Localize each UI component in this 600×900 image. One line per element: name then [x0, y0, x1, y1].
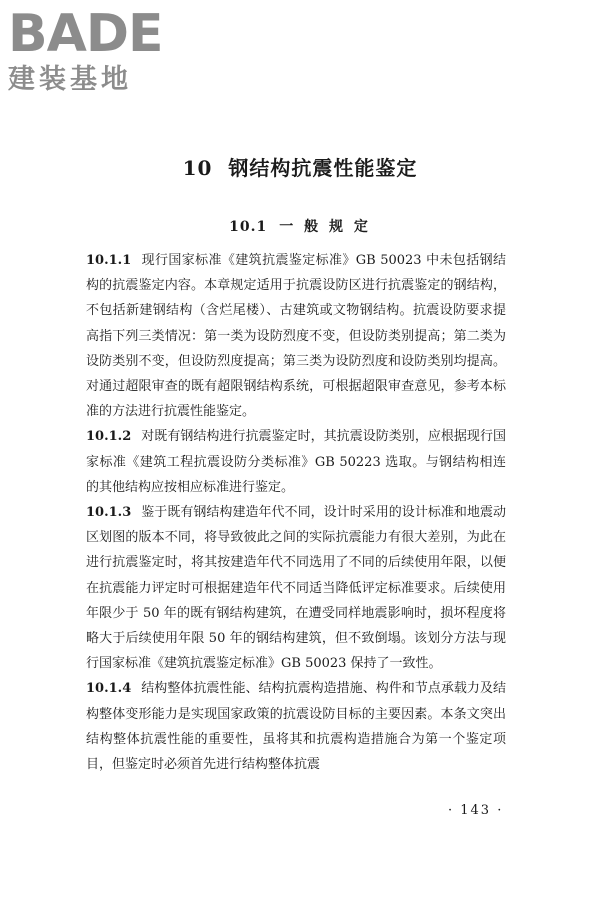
page-number: · 143 ·	[448, 803, 504, 818]
clause-text: 结构整体抗震性能、结构抗震构造措施、构件和节点承载力及结构整体变形能力是实现国家政策的抗震设防目标的主要因素。本条文突出结构整体抗震性能的重要性，虽将其和抗震构造措施合为第一个鉴定项目，但鉴定时必须首先进行结构整体抗震	[86, 681, 506, 773]
logo	[8, 6, 188, 96]
clause-text: 鉴于既有钢结构建造年代不同，设计时采用的设计标准和地震动区划图的版本不同，将导致彼此之间的实际抗震能力有很大差别，为此在进行抗震鉴定时，将其按建造年代不同选用了不同的后续使用年限，以便在抗震能力评定时可根据建造年代不同适当降低评定标准要求。后续使用年限少于 50 年的既有钢结构建筑，在遭受同样地震影响时，损坏程度将略大于后续使用年限 50 年的钢结构建筑，但不致倒塌。该划分方法与现行国家标准《建筑抗震鉴定标准》GB 50023 保持了一致性。	[86, 505, 506, 672]
clause-paragraph	[86, 500, 506, 676]
clause-paragraph	[86, 676, 506, 777]
clause-number: 10.1.3	[86, 505, 132, 521]
logo-subtitle: 建装基地	[8, 64, 132, 95]
clause-paragraph	[86, 248, 506, 424]
section-number: 10.1	[229, 219, 268, 235]
body-text	[86, 248, 506, 777]
section-title	[0, 216, 600, 236]
clause-text: 对既有钢结构进行抗震鉴定时，其抗震设防类别，应根据现行国家标准《建筑工程抗震设防分类标准》GB 50223 选取。与钢结构相连的其他结构应按相应标准进行鉴定。	[86, 429, 506, 495]
clause-number: 10.1.1	[86, 253, 132, 268]
clause-text: 现行国家标准《建筑抗震鉴定标准》GB 50023 中未包括钢结构的抗震鉴定内容。本章规定适用于抗震设防区进行抗震鉴定的钢结构，不包括新建钢结构（含烂尾楼）、古建筑或文物钢结构。抗震设防要求提高指下列三类情况：第一类为设防烈度不变，但设防类别提高；第二类为设防类别不变，但设防烈度提高；第三类为设防烈度和设防类别均提高。对通过超限审查的既有超限钢结构系统，可根据超限审查意见，参考本标准的方法进行抗震性能鉴定。	[86, 253, 506, 420]
chapter-number: 10	[182, 156, 213, 180]
chapter-title	[0, 152, 600, 181]
logo-brand: BADE	[8, 4, 163, 64]
clause-number: 10.1.4	[86, 681, 132, 697]
clause-paragraph	[86, 424, 506, 500]
section-title-text: 一 般 规 定	[279, 219, 371, 235]
chapter-title-text: 钢结构抗震性能鉴定	[228, 156, 418, 180]
clause-number: 10.1.2	[86, 429, 132, 445]
